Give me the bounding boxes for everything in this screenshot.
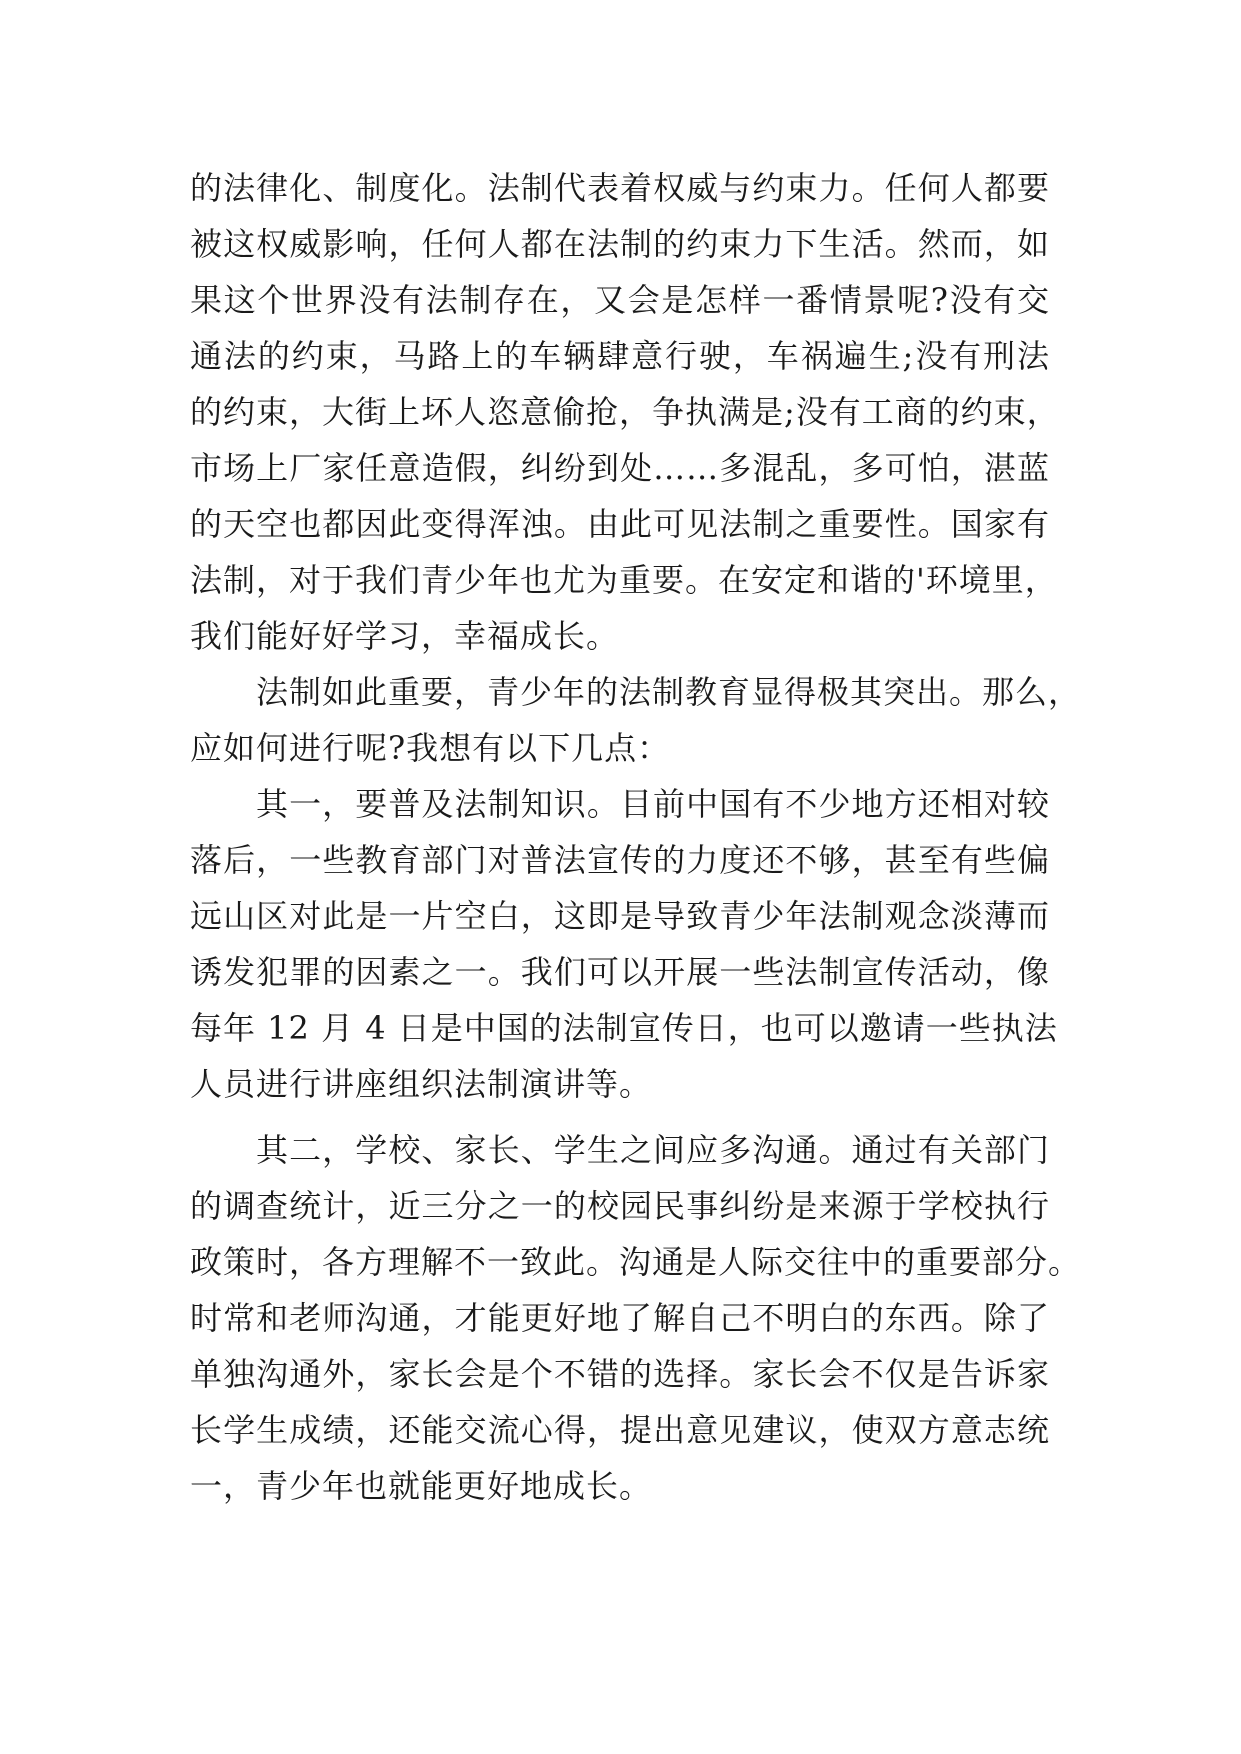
text-line: 其二，学校、家长、学生之间应多沟通。通过有关部门 [256,1131,1050,1169]
text-line: 的调查统计，近三分之一的校园民事纠纷是来源于学校执行 [190,1187,1050,1225]
text-line: 的天空也都因此变得浑浊。由此可见法制之重要性。国家有 [190,505,1050,543]
text-line: 法制，对于我们青少年也尤为重要。在安定和谐的'环境里， [190,561,1058,599]
paragraph-spacer [190,1112,1050,1122]
body-text [190,160,1082,1514]
text-line: 远山区对此是一片空白，这即是导致青少年法制观念淡薄而 [190,897,1050,935]
text-line: 我们能好好学习，幸福成长。 [190,617,620,655]
paragraph-3 [190,776,1058,1112]
text-line: 应如何进行呢?我想有以下几点： [190,729,671,767]
paragraph-1 [190,160,1060,664]
text-line: 市场上厂家任意造假，纠纷到处……多混乱，多可怕，湛蓝 [190,449,1050,487]
text-line: 落后，一些教育部门对普法宣传的力度还不够，甚至有些偏 [190,841,1050,879]
text-line: 一，青少年也就能更好地成长。 [190,1467,653,1505]
text-line: 法制如此重要，青少年的法制教育显得极其突出。那么， [256,673,1082,711]
paragraph-2 [190,664,1082,776]
text-line: 的约束，大街上坏人恣意偷抢，争执满是;没有工商的约束， [190,393,1060,431]
text-line: 被这权威影响，任何人都在法制的约束力下生活。然而，如 [190,225,1050,263]
text-line: 时常和老师沟通，才能更好地了解自己不明白的东西。除了 [190,1299,1050,1337]
text-line: 人员进行讲座组织法制演讲等。 [190,1065,653,1103]
text-line: 其一，要普及法制知识。目前中国有不少地方还相对较 [256,785,1050,823]
text-line: 诱发犯罪的因素之一。我们可以开展一些法制宣传活动，像 [190,953,1050,991]
text-line: 单独沟通外，家长会是个不错的选择。家长会不仅是告诉家 [190,1355,1050,1393]
text-line: 果这个世界没有法制存在，又会是怎样一番情景呢?没有交 [190,281,1050,319]
text-line: 政策时，各方理解不一致此。沟通是人际交往中的重要部分。 [190,1243,1082,1281]
text-line: 通法的约束，马路上的车辆肆意行驶，车祸遍生;没有刑法 [190,337,1050,375]
paragraph-4 [190,1122,1082,1514]
text-line: 长学生成绩，还能交流心得，提出意见建议，使双方意志统 [190,1411,1050,1449]
text-line: 每年 12 月 4 日是中国的法制宣传日，也可以邀请一些执法 [190,1009,1058,1047]
text-line: 的法律化、制度化。法制代表着权威与约束力。任何人都要 [190,169,1050,207]
